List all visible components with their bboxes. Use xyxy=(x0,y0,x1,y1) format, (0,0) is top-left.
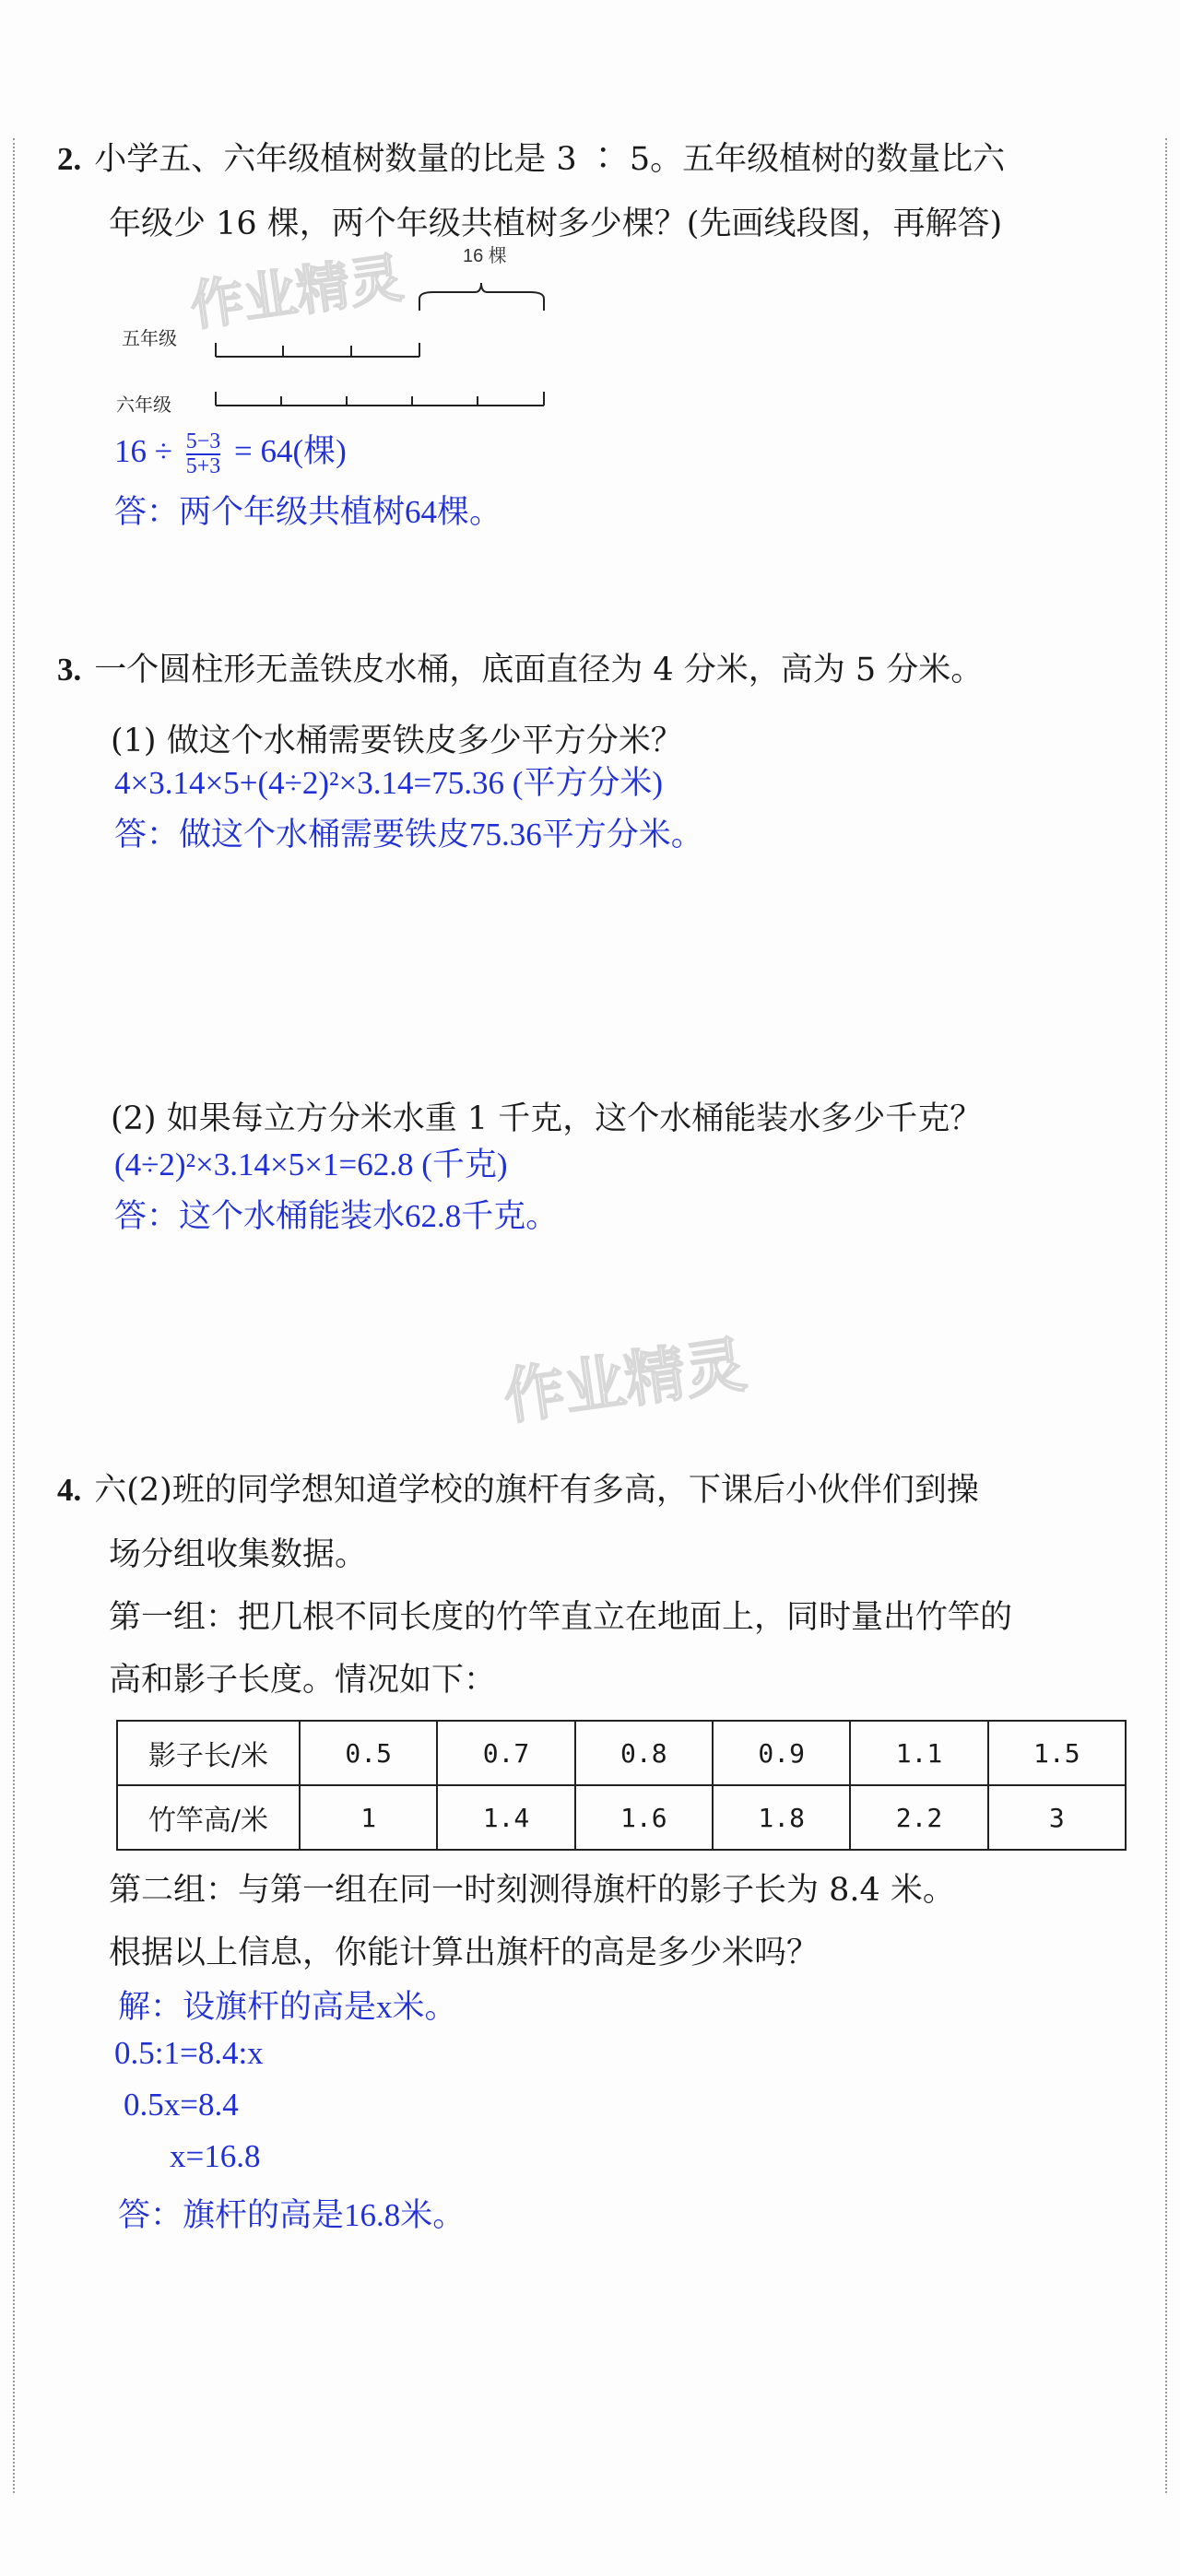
q3-number: 3. xyxy=(57,652,82,688)
q4-line1-text: 六(2)班的同学想知道学校的旗杆有多高，下课后小伙伴们到操 xyxy=(94,1472,979,1509)
q3-part2-question: (2) 如果每立方分米水重 1 千克，这个水桶能装水多少千克？ xyxy=(111,1100,983,1137)
table-cell: 1.5 xyxy=(988,1721,1126,1785)
q3-part1-question: (1) 做这个水桶需要铁皮多少平方分米？ xyxy=(111,723,683,759)
q4-data-table xyxy=(116,1720,1127,1851)
table-cell: 0.9 xyxy=(713,1721,850,1785)
q2-brace-label: 16 棵 xyxy=(463,246,507,266)
q3-part1-calc: 4×3.14×5+(4÷2)²×3.14=75.36 (平方分米) xyxy=(114,765,664,801)
table-cell: 0.8 xyxy=(575,1721,713,1785)
q4-line4: 高和影子长度。情况如下： xyxy=(109,1662,497,1699)
q2-row2-line xyxy=(216,392,544,406)
left-margin-dotted-line xyxy=(13,138,15,2493)
q4-line2: 场分组收集数据。 xyxy=(109,1536,368,1573)
q4-solution-conclusion: 答：旗杆的高是16.8米。 xyxy=(118,2197,466,2233)
q2-calc-prefix: 16 ÷ xyxy=(114,433,172,469)
q2-answer-conclusion: 答：两个年级共植树64棵。 xyxy=(114,494,502,530)
q4-line5: 第二组：与第一组在同一时刻测得旗杆的影子长为 8.4 米。 xyxy=(109,1872,955,1909)
table-header-shadow: 影子长/米 xyxy=(117,1721,300,1785)
q4-line3: 第一组：把几根不同长度的竹竿直立在地面上，同时量出竹竿的 xyxy=(109,1599,1013,1636)
table-cell: 3 xyxy=(988,1785,1126,1850)
q3-part2-conclusion: 答：这个水桶能装水62.8千克。 xyxy=(114,1198,559,1234)
q4-number: 4. xyxy=(57,1472,82,1508)
table-row xyxy=(117,1721,1126,1785)
q3-text: 一个圆柱形无盖铁皮水桶，底面直径为 4 分米，高为 5 分米。 xyxy=(94,652,984,688)
q2-line1-text: 小学五、六年级植树数量的比是 3 ∶ 5。五年级植树的数量比六 xyxy=(94,141,1006,178)
table-cell: 1.6 xyxy=(575,1785,713,1850)
q4-line1 xyxy=(57,1471,979,1510)
watermark-top: 作业精灵 xyxy=(186,246,407,338)
table-cell: 0.7 xyxy=(437,1721,574,1785)
q4-solution-line4: x=16.8 xyxy=(170,2138,261,2174)
table-cell: 0.5 xyxy=(300,1721,437,1785)
q2-fraction xyxy=(186,430,221,478)
q2-line2: 年级少 16 棵，两个年级共植树多少棵？(先画线段图，再解答) xyxy=(109,206,1003,242)
q4-line6: 根据以上信息，你能计算出旗杆的高是多少米吗？ xyxy=(109,1935,820,1971)
q3-part1-conclusion: 答：做这个水桶需要铁皮75.36平方分米。 xyxy=(114,817,703,853)
watermark-middle: 作业精灵 xyxy=(499,1328,750,1433)
table-cell: 1.1 xyxy=(850,1721,987,1785)
q3-line xyxy=(57,651,983,689)
q2-frac-denominator: 5+3 xyxy=(185,453,221,478)
table-cell: 2.2 xyxy=(850,1785,987,1850)
table-cell: 1.4 xyxy=(437,1785,574,1850)
q2-brace xyxy=(419,283,544,311)
table-row xyxy=(117,1785,1126,1850)
q3-part2-calc: (4÷2)²×3.14×5×1=62.8 (千克) xyxy=(114,1147,508,1182)
q2-frac-numerator: 5−3 xyxy=(185,429,221,453)
table-cell: 1.8 xyxy=(713,1785,850,1850)
q2-row1-line xyxy=(216,343,419,357)
q2-line1 xyxy=(57,140,1005,179)
q2-row2-label: 六年级 xyxy=(116,395,171,416)
q2-calc-suffix: = 64(棵) xyxy=(234,433,347,469)
q4-solution-line3: 0.5x=8.4 xyxy=(124,2087,239,2123)
q2-answer-calc xyxy=(114,426,347,478)
table-cell: 1 xyxy=(300,1785,437,1850)
q2-line-segment-diagram xyxy=(111,241,572,426)
q4-solution-line2: 0.5:1=8.4:x xyxy=(114,2035,264,2071)
q2-row1-label: 五年级 xyxy=(122,329,177,349)
q2-number: 2. xyxy=(57,141,82,177)
q4-solution-line1: 解：设旗杆的高是x米。 xyxy=(118,1989,457,2025)
right-margin-dotted-line xyxy=(1165,138,1167,2493)
table-header-pole: 竹竿高/米 xyxy=(117,1785,300,1850)
